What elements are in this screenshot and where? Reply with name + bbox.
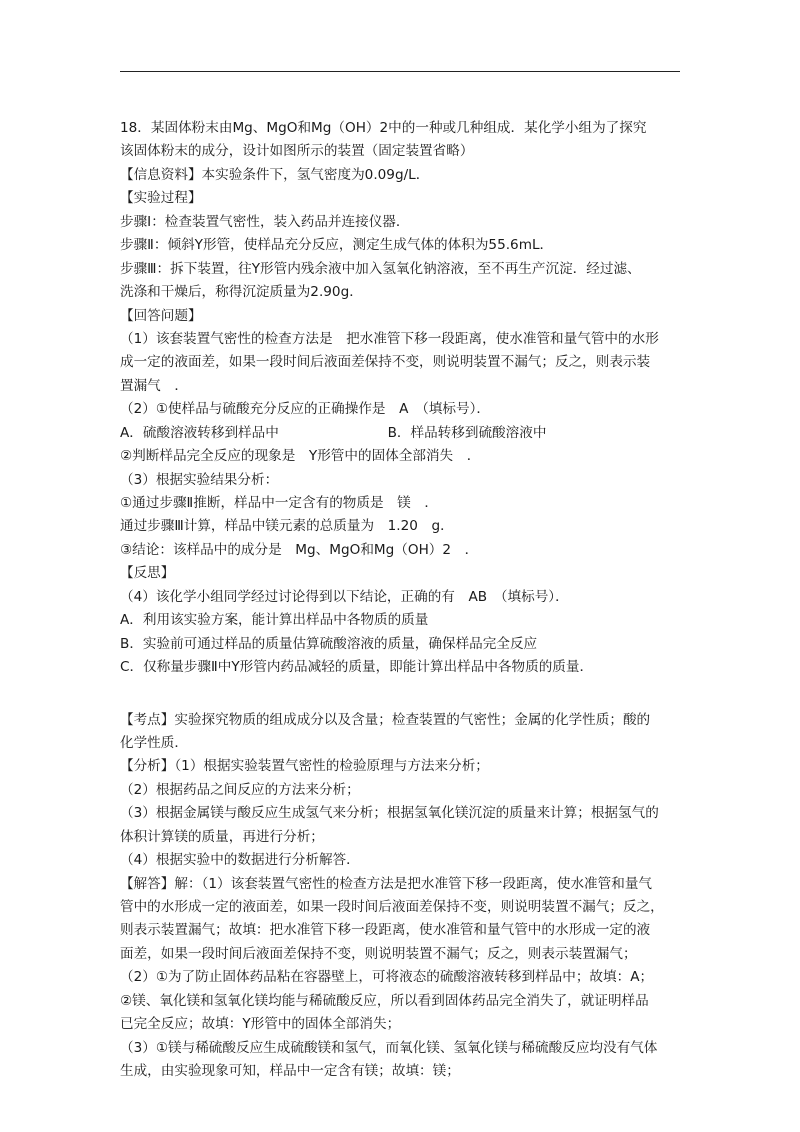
text-line: 面差，如果一段时间后液面差保持不变，则说明装置不漏气；反之，则表示装置漏气；	[120, 945, 637, 962]
text-line: 步骤Ⅰ：检查装置气密性，装入药品并连接仪器．	[120, 213, 410, 230]
text-line: A．硫酸溶液转移到样品中 B．样品转移到硫酸溶液中	[120, 424, 547, 441]
text-line: 生成，由实验现象可知，样品中一定含有镁；故填：镁；	[120, 1063, 460, 1080]
text-line: ②判断样品完全反应的现象是 Y形管中的固体全部消失 ．	[120, 448, 481, 465]
text-line: A．利用该实验方案，能计算出样品中各物质的质量	[120, 612, 429, 629]
text-line: 则表示装置漏气；故填：把水准管下移一段距离，使水准管和量气管中的水形成一定的液	[120, 922, 651, 939]
text-line: （2）①使样品与硫酸充分反应的正确操作是 A （填标号）．	[120, 401, 490, 418]
analysis-section	[120, 709, 685, 1084]
header-rule	[120, 71, 680, 72]
text-line: 【实验过程】	[120, 190, 202, 207]
text-line: 管中的水形成一定的液面差，如果一段时间后液面差保持不变，则说明装置不漏气；反之，	[120, 899, 664, 915]
text-line: 洗涤和干燥后，称得沉淀质量为2.90g．	[120, 284, 363, 301]
text-line: （3）根据金属镁与酸反应生成氢气来分析；根据氢氧化镁沉淀的质量来计算；根据氢气的	[120, 805, 659, 822]
text-line: 18．某固体粉末由Mg、MgO和Mg（OH）2中的一种或几种组成．某化学小组为了探究	[120, 120, 647, 136]
text-line: C．仅称量步骤Ⅱ中Y形管内药品减轻的质量，即能计算出样品中各物质的质量．	[120, 659, 594, 676]
text-line: 化学性质．	[120, 734, 188, 751]
text-line: （3）①镁与稀硫酸反应生成硫酸镁和氢气，而氧化镁、氢氧化镁与稀硫酸反应均没有气体	[120, 1039, 658, 1056]
text-line: ①通过步骤Ⅱ推断，样品中一定含有的物质是 镁 ．	[120, 495, 438, 511]
text-line: 成一定的液面差，如果一段时间后液面差保持不变，则说明装置不漏气；反之，则表示装	[120, 354, 651, 371]
text-line: 【考点】实验探究物质的组成成分以及含量；检查装置的气密性；金属的化学性质；酸的	[120, 711, 651, 728]
text-line: （2）根据药品之间反应的方法来分析；	[120, 781, 360, 798]
text-line: 已完全反应；故填：Y形管中的固体全部消失；	[120, 1016, 401, 1033]
text-line: 通过步骤Ⅲ计算，样品中镁元素的总质量为 1.20 g．	[120, 518, 454, 535]
text-line: （4）根据实验中的数据进行分析解答．	[120, 852, 360, 869]
document-body	[120, 117, 685, 1084]
text-line: 【信息资料】本实验条件下，氢气密度为0.09g/L．	[120, 166, 430, 183]
text-line: （4）该化学小组同学经过讨论得到以下结论，正确的有 AB （填标号）．	[120, 588, 569, 605]
section-gap	[120, 680, 685, 709]
text-line: 【反思】	[120, 565, 175, 582]
text-line: B．实验前可通过样品的质量估算硫酸溶液的质量，确保样品完全反应	[120, 635, 538, 652]
question-section	[120, 117, 685, 680]
text-line: （3）根据实验结果分析：	[120, 471, 279, 488]
text-line: ②镁、氧化镁和氢氧化镁均能与稀硫酸反应，所以看到固体药品完全消失了，就证明样品	[120, 992, 649, 1009]
text-line: 【分析】（1）根据实验装置气密性的检验原理与方法来分析；	[120, 758, 489, 775]
text-line: （1）该套装置气密性的检查方法是 把水准管下移一段距离，使水准管和量气管中的水形	[120, 330, 659, 347]
text-line: 步骤Ⅱ：倾斜Y形管，使样品充分反应，测定生成气体的体积为55.6mL．	[120, 237, 554, 254]
text-line: 体积计算镁的质量，再进行分析；	[120, 828, 324, 845]
text-line: 该固体粉末的成分，设计如图所示的装置（固定装置省略）	[120, 143, 474, 160]
text-line: （2）①为了防止固体药品粘在容器壁上，可将液态的硫酸溶液转移到样品中；故填：A；	[120, 969, 654, 986]
text-line: 【解答】解：（1）该套装置气密性的检查方法是把水准管下移一段距离，使水准管和量气	[120, 875, 653, 892]
text-line: ③结论：该样品中的成分是 Mg、MgO和Mg（OH）2 ．	[120, 541, 479, 558]
text-line: 步骤Ⅲ：拆下装置，往Y形管内残余液中加入氢氧化钠溶液，至不再生产沉淀．经过滤、	[120, 260, 641, 277]
text-line: 【回答问题】	[120, 307, 202, 324]
text-line: 置漏气 ．	[120, 377, 188, 394]
